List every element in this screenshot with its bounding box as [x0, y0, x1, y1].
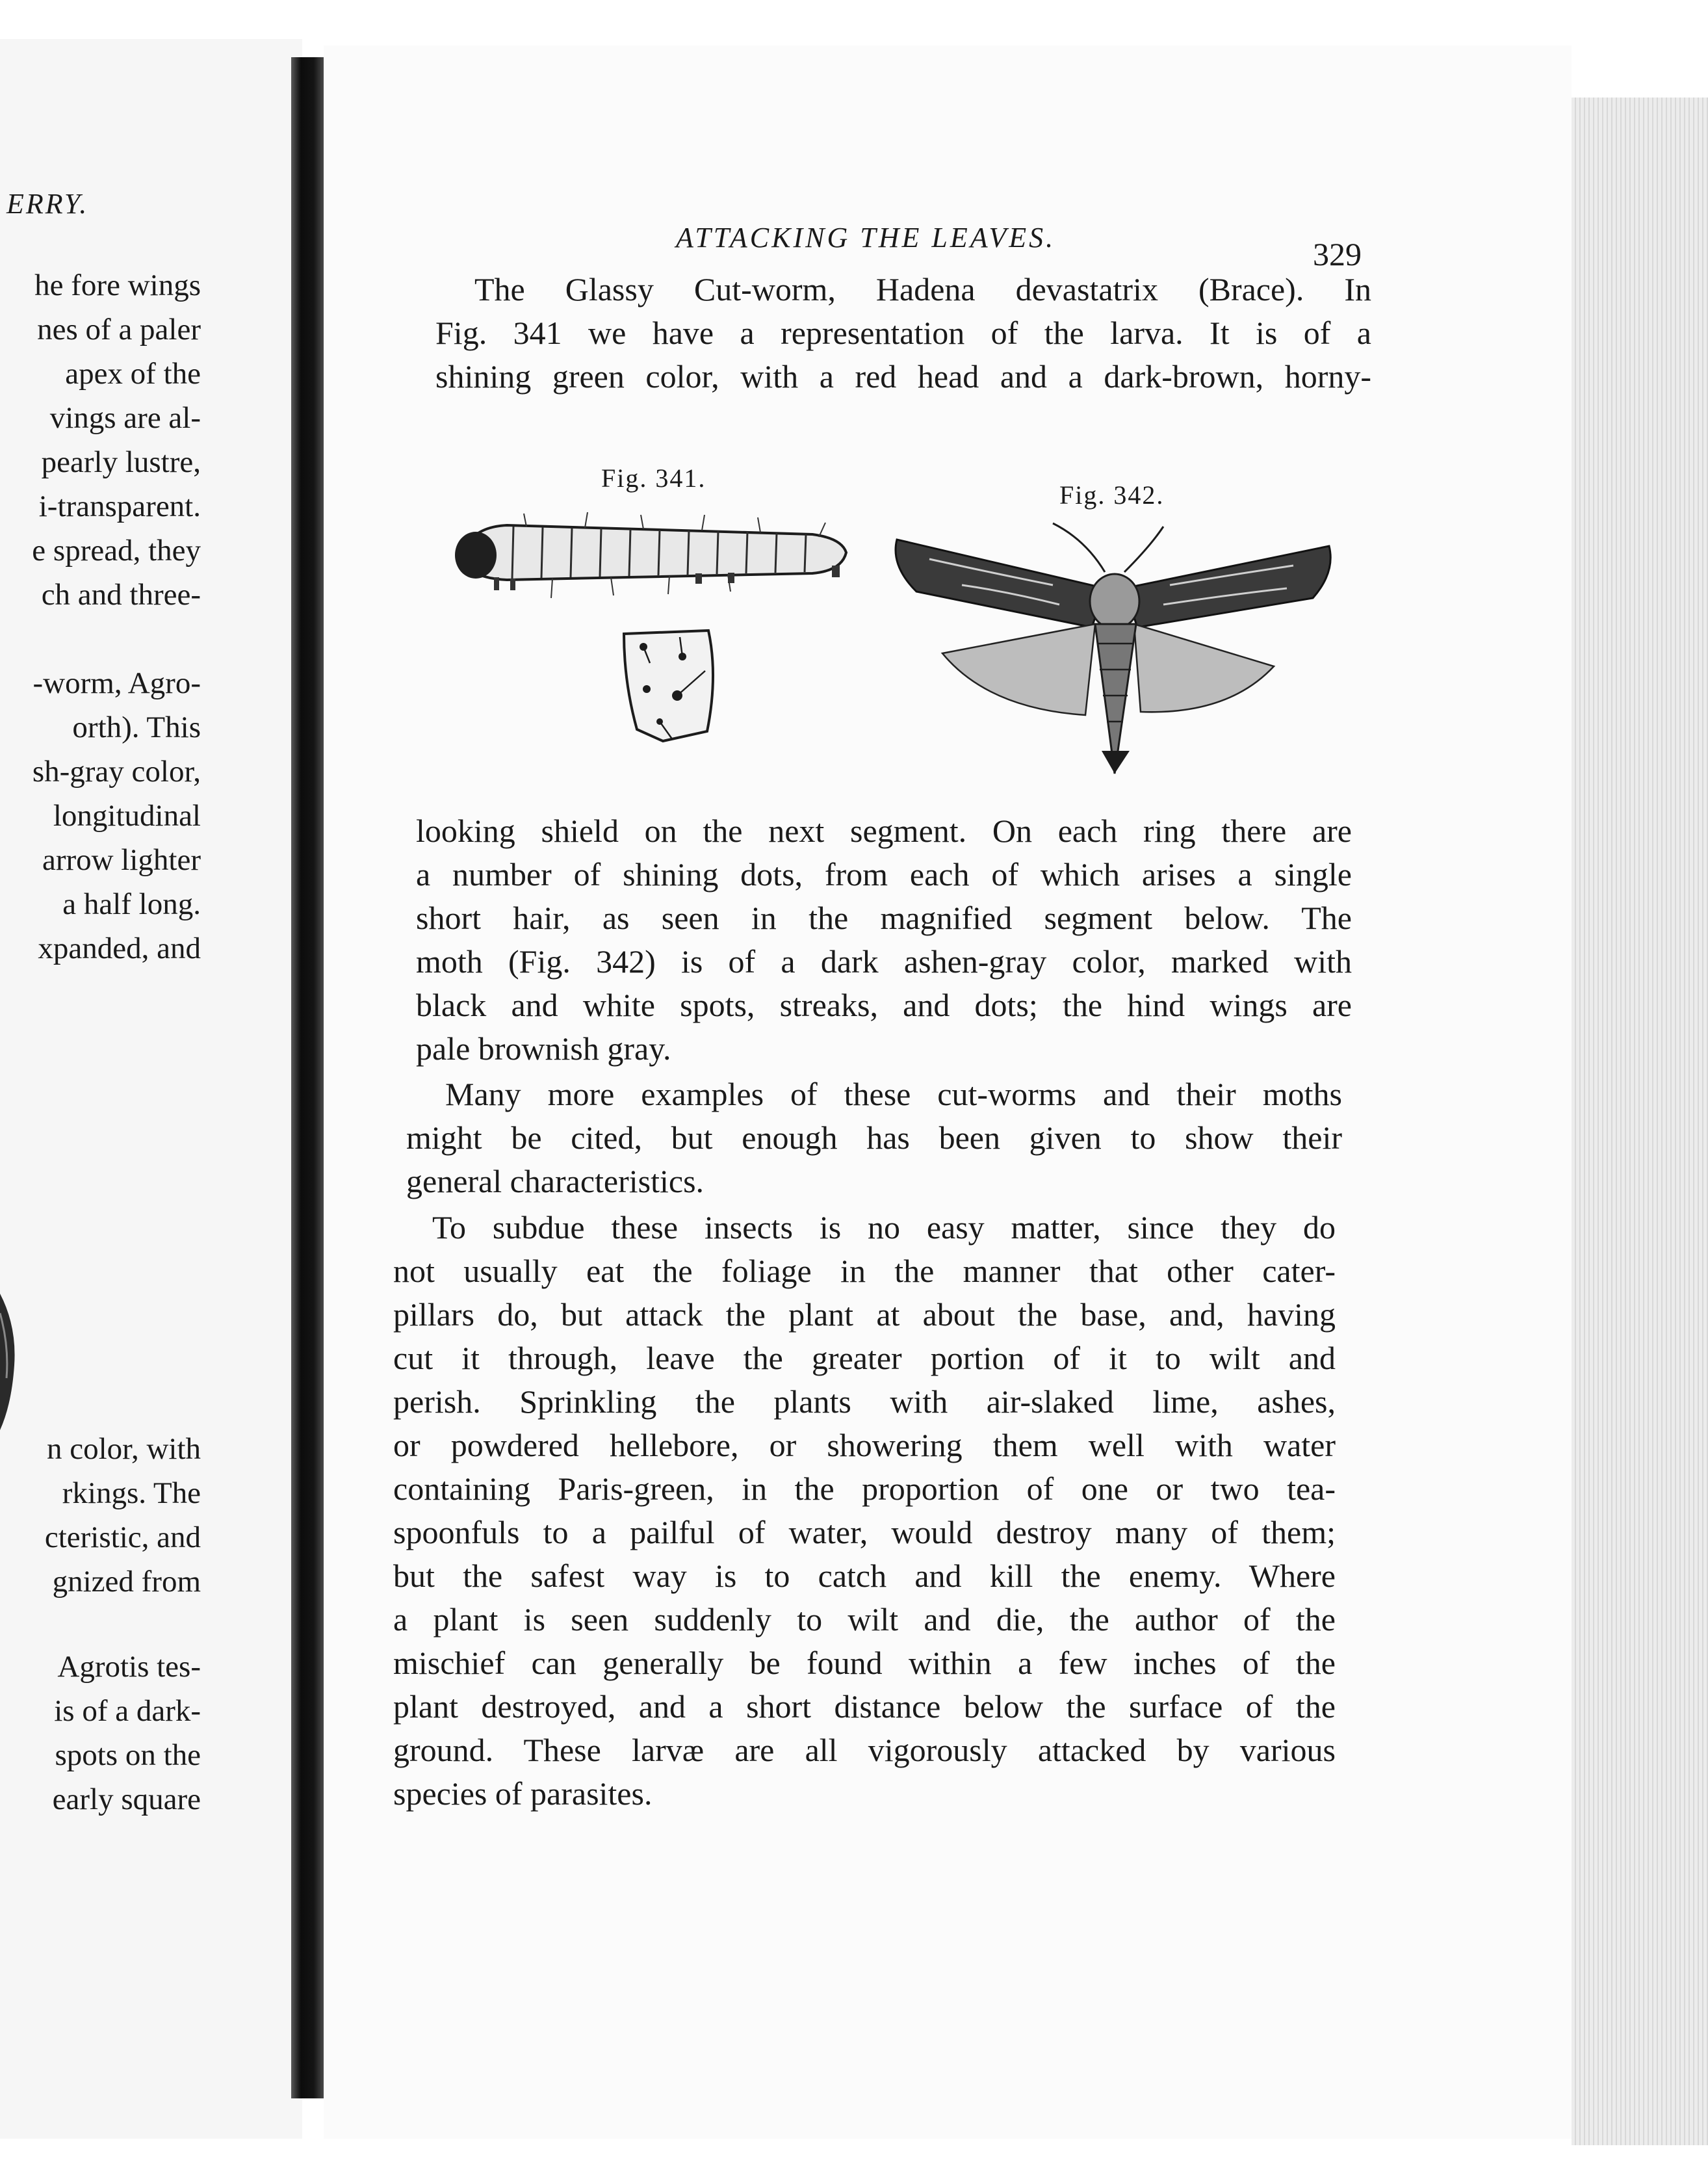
left-running-head: ERRY. [6, 188, 89, 220]
left-line: is of a dark- [54, 1694, 201, 1728]
text-line: black and white spots, streaks, and dots; the hind wings are [416, 987, 1352, 1023]
text-line: general characteristics. [406, 1163, 705, 1199]
text-line: moth (Fig. 342) is of a dark ashen-gray color, marked with [416, 943, 1352, 980]
left-line: -worm, Agro- [32, 666, 201, 700]
text-line: might be cited, but enough has been given to show their [406, 1119, 1342, 1156]
paragraph-control-methods [393, 1206, 1336, 1816]
text-line: perish. Sprinkling the plants with air-slaked lime, ashes, [393, 1383, 1336, 1420]
left-line: ch and three- [41, 578, 201, 612]
text-line: species of parasites. [393, 1775, 653, 1812]
left-line: nes of a paler [37, 313, 201, 346]
left-line: a half long. [62, 887, 201, 921]
left-line: cteristic, and [44, 1520, 201, 1554]
paragraph-intro [435, 268, 1371, 398]
text-line: shining green color, with a red head and a dark-brown, horny- [435, 358, 1371, 395]
left-line: vings are al- [49, 401, 201, 435]
left-text-block-upper [0, 263, 201, 971]
text-line: cut it through, leave the greater portion of it to wilt and [393, 1340, 1336, 1376]
left-figure-fragment [0, 1287, 19, 1437]
text-line: Fig. 341 we have a representation of the larva. It is of a [435, 315, 1371, 351]
fig-342-caption: Fig. 342. [1059, 480, 1165, 510]
left-line: i-transparent. [38, 489, 201, 523]
text-line: not usually eat the foliage in the manner that other cater- [393, 1253, 1336, 1289]
left-line: he fore wings [34, 268, 201, 302]
paragraph-larva-description [416, 809, 1352, 1071]
fig-341-larva-illustration [448, 501, 864, 787]
left-line: e spread, they [32, 534, 201, 568]
text-line: ground. These larvæ are all vigorously attacked by various [393, 1732, 1336, 1768]
page-block-edge [1572, 98, 1708, 2145]
left-line: n color, with [47, 1432, 201, 1466]
fig-342-moth-illustration [890, 514, 1339, 787]
left-line: early square [52, 1782, 201, 1816]
left-line: spots on the [55, 1738, 201, 1772]
text-line: pale brownish gray. [416, 1030, 671, 1067]
running-head: ATTACKING THE LEAVES. [676, 222, 1056, 254]
text-line: short hair, as seen in the magnified segment below. The [416, 900, 1352, 936]
text-line: looking shield on the next segment. On each ring there are [416, 813, 1352, 849]
text-line: plant destroyed, and a short distance below the surface of the [393, 1688, 1336, 1725]
text-line: or powdered hellebore, or showering them well with water [393, 1427, 1336, 1463]
left-facing-page [0, 39, 302, 2139]
text-line: containing Paris-green, in the proportion of one or two tea- [393, 1470, 1336, 1507]
left-text-block-lower [0, 1645, 201, 1821]
left-line: rkings. The [62, 1476, 201, 1510]
left-line: pearly lustre, [41, 445, 201, 479]
text-line: but the safest way is to catch and kill the enemy. Where [393, 1558, 1336, 1594]
text-line: The Glassy Cut-worm, Hadena devastatrix (Brace). In [474, 271, 1371, 307]
text-line: a number of shining dots, from each of which arises a single [416, 856, 1352, 893]
left-line: orth). This [72, 711, 201, 744]
left-line: sh-gray color, [32, 755, 201, 789]
left-line: longitudinal [53, 799, 201, 833]
text-line: Many more examples of these cut-worms and their moths [445, 1076, 1342, 1112]
left-line [0, 617, 201, 661]
book-spine-gutter [291, 57, 324, 2098]
left-line: xpanded, and [38, 932, 201, 965]
text-line: spoonfuls to a pailful of water, would destroy many of them; [393, 1514, 1336, 1550]
text-line: To subdue these insects is no easy matter, since they do [432, 1209, 1336, 1246]
text-line: pillars do, but attack the plant at about the base, and, having [393, 1296, 1336, 1333]
paragraph-examples [406, 1073, 1342, 1203]
text-line: a plant is seen suddenly to wilt and die, the author of the [393, 1601, 1336, 1638]
left-line: Agrotis tes- [57, 1650, 201, 1684]
left-line: apex of the [65, 357, 201, 391]
fig-341-caption: Fig. 341. [601, 463, 706, 493]
left-line: gnized from [52, 1565, 201, 1598]
page-number: 329 [1313, 236, 1362, 272]
left-line: arrow lighter [42, 843, 201, 877]
text-line: mischief can generally be found within a few inches of the [393, 1645, 1336, 1681]
left-text-block-middle [0, 1427, 201, 1604]
